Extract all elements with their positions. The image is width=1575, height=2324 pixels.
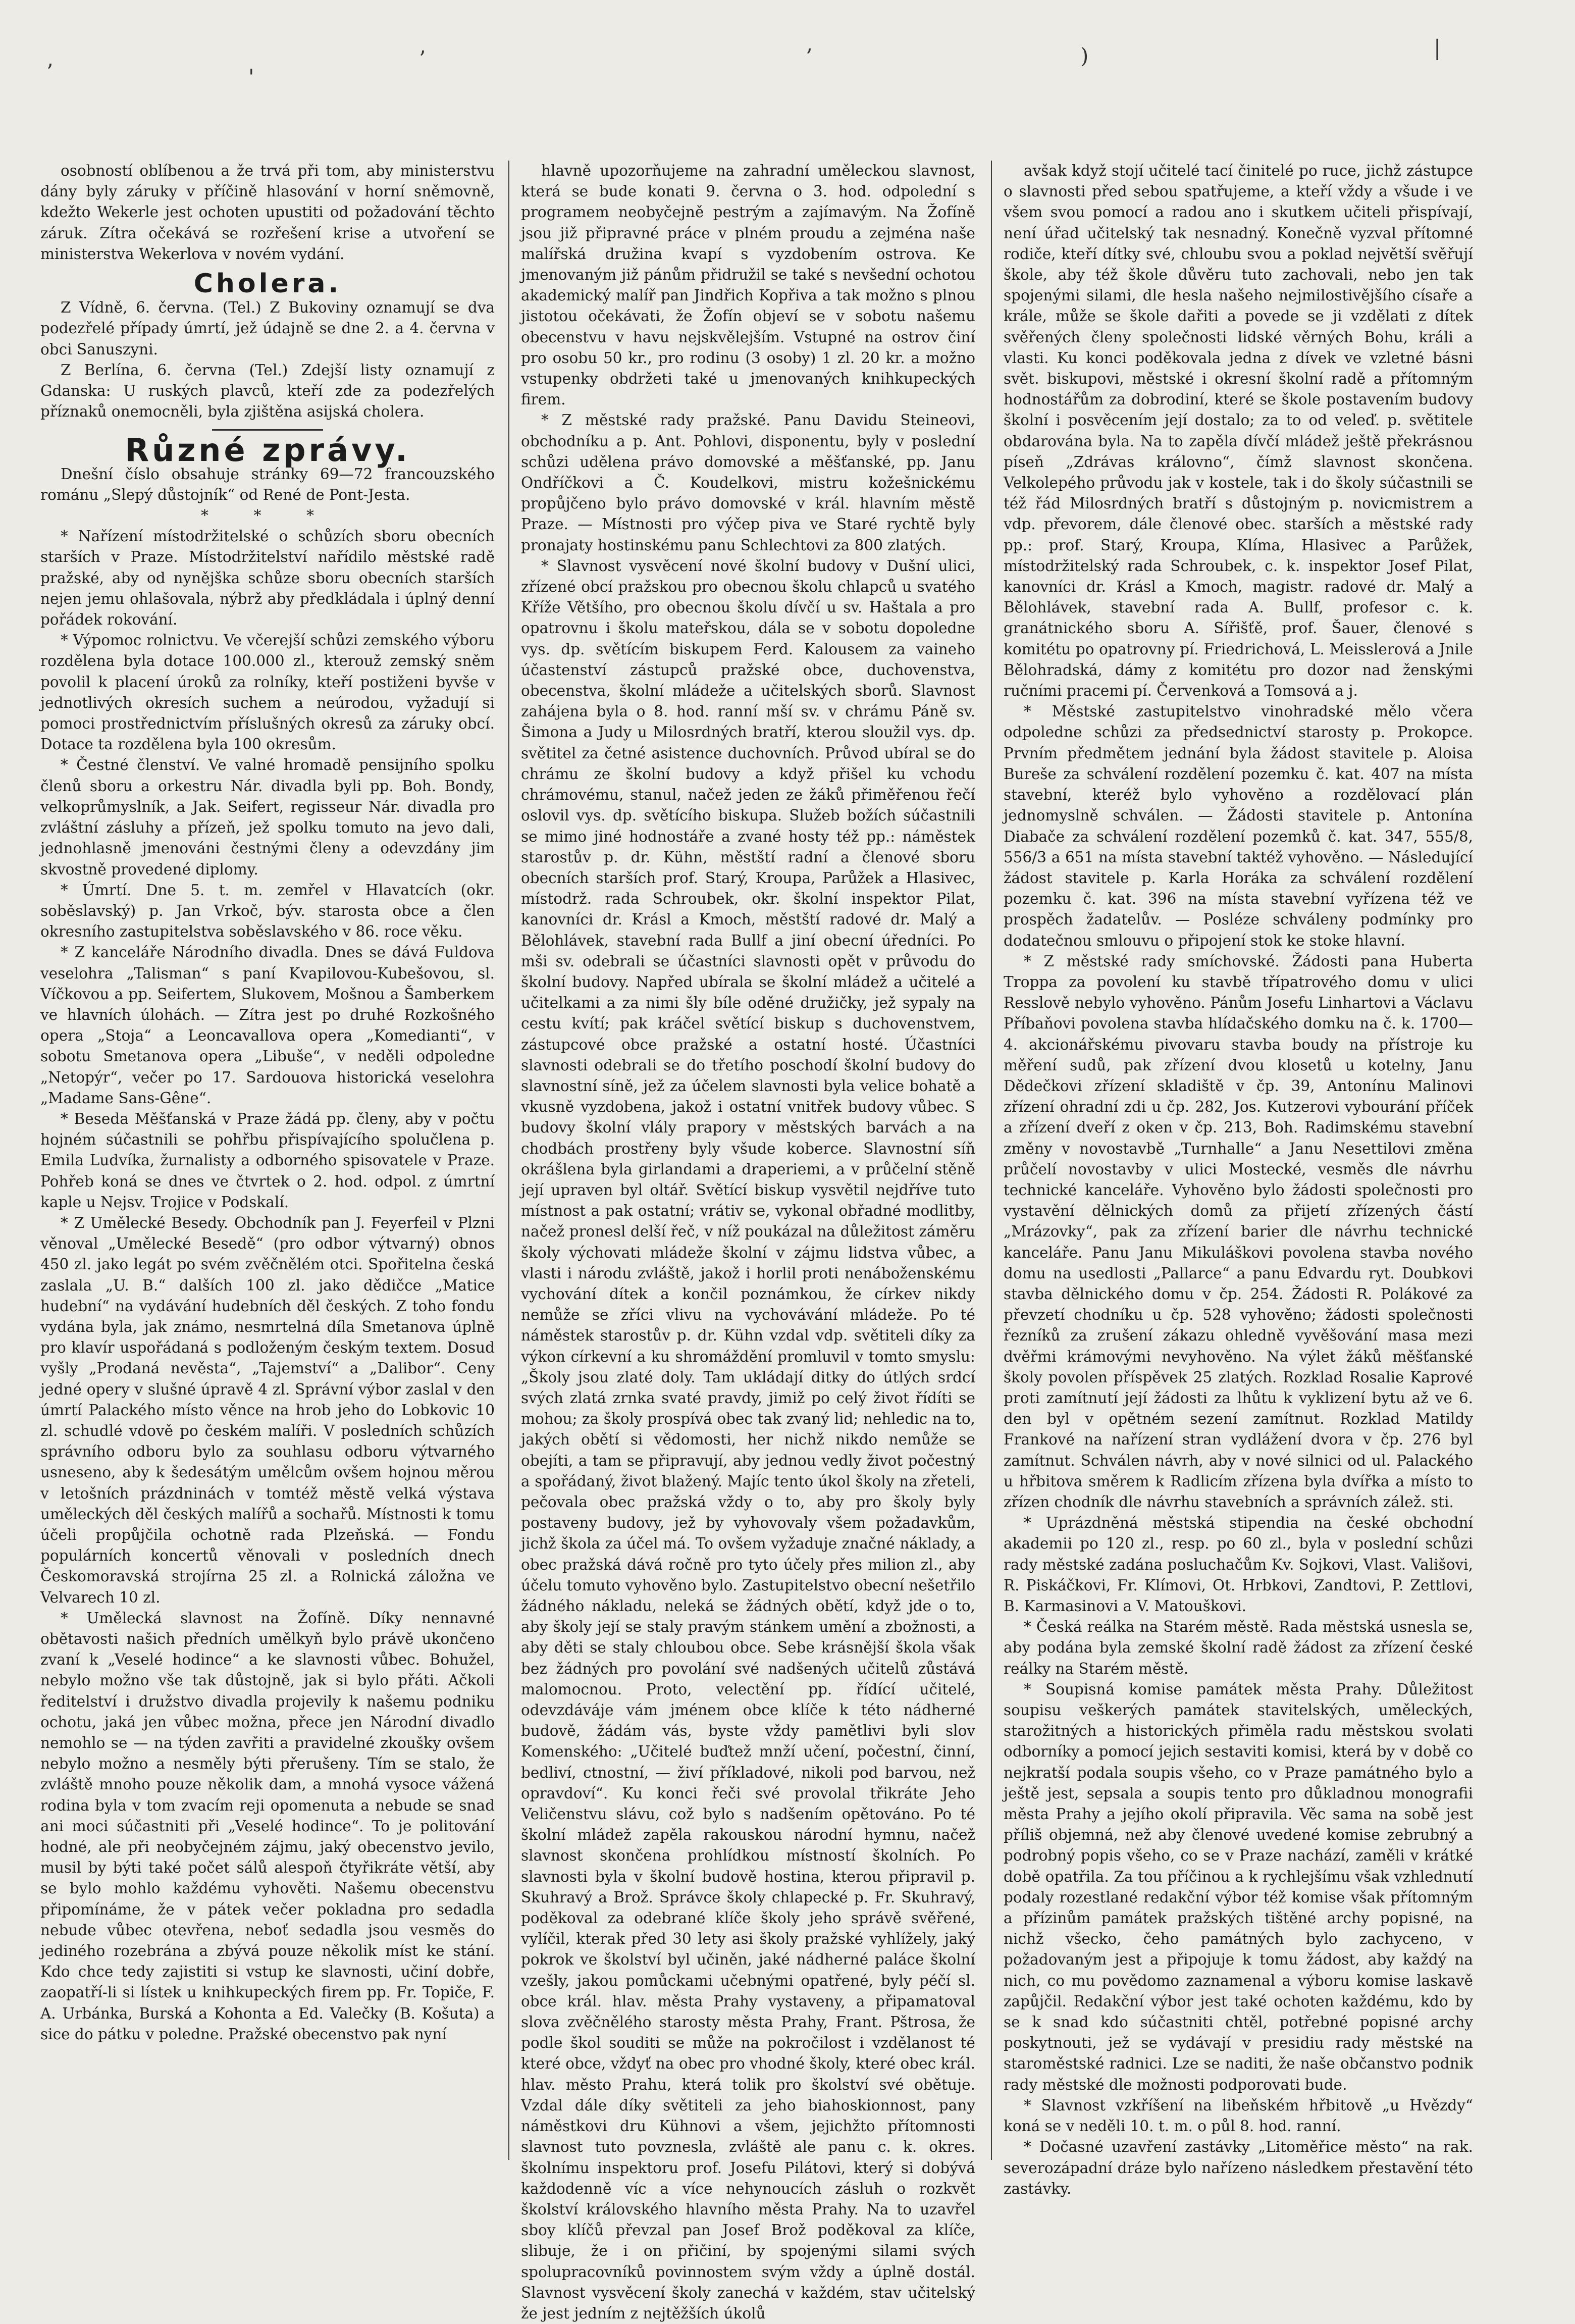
article-paragraph: * Z kanceláře Národního divadla. Dnes se dává Fuldova veselohra „Talisman“ s paní Kvapilovou-Kubešovou, sl. Víčkovou a pp. Seifertem, Slukovem, Mošnou a Šamberkem ve hlavních úlohách. — Zítra jest po druhé Rozkošného opera „Stoja“ a Leoncavallova opera „Komedianti“, v sobotu Smetanova opera „Libuše“, v neděli odpoledne „Netopýr“, večer po 17. Sardouova historická veselohra „Madame Sans-Gêne“. bbox=[40, 944, 495, 1107]
article-paragraph: * Beseda Měšťanská v Praze žádá pp. členy, aby v počtu hojném súčastnili se pohřbu přispívajícího spolučlena p. Emila Ludvíka, žurnalisty a odborného spisovatele v Praze. Pohřeb koná se dnes ve čtvrtek o 2. hod. odpol. z úmrtní kaple u Nejsv. Trojice v Podskalí. bbox=[40, 1110, 495, 1211]
edge-mark: ’ bbox=[806, 44, 813, 69]
article-paragraph: osobností oblíbenou a že trvá při tom, aby ministerstvu dány byly záruky v příčině hlasování v horní sněmovně, kdežto Wekerle jest ochoten upustiti od požadování těchto záruk. Zítra očekává se rozřešení krise a utvoření se ministerstva Wekerlova v novém vydání. bbox=[40, 162, 495, 263]
article-paragraph: Z Berlína, 6. června (Tel.) Zdejší listy oznamují z Gdanska: U ruských plavců, kteří zde za podezřelých příznaků onemocněli, byla zjištěna asijská cholera. bbox=[40, 361, 495, 421]
column-2 bbox=[521, 161, 975, 2322]
article-paragraph: * Z Umělecké Besedy. Obchodník pan J. Feyerfeil v Plzni věnoval „Umělecké Besedě“ (pro odbor výtvarný) obnos 450 zl. jako legát po svém zvěčnělém otci. Spořitelna česká zaslala „U. B.“ dalších 100 zl. jako dědičce „Matice hudební“ na vydávání hudebních děl českých. Z toho fondu vydána byla, jak známo, nesmrtelná díla Smetanova úplně pro klavír uspořádaná s podloženým českým textem. Dosud vyšly „Prodaná nevěsta“, „Tajemství“ a „Dalibor“. Ceny jedné opery v slušné úpravě 4 zl. Správní výbor zaslal v den úmrtí Palackého místo věnce na hrob jeho do Lobkovic 10 zl. schudlé vdově po českém malíři. V posledních schůzích správního odboru bylo za souhlasu odboru výtvarného usneseno, aby k šedesátým umělcům ovšem hojnou měrou v letošních prázdninách v tomtéž městě velká výstava uměleckých děl českých malířů a sochařů. Místnosti k tomu účeli propůjčila ochotně rada Plzeňská. — Fondu populárních koncertů věnovali v posledních dnech Českomoravská strojírna 25 zl. a Rolnická záložna ve Velvarech 10 zl. bbox=[40, 1214, 495, 1606]
article-paragraph: * Úmrtí. Dne 5. t. m. zemřel v Hlavatcích (okr. soběslavský) p. Jan Vrkoč, býv. starosta obce a člen okresního zastupitelstva soběslavského v 86. roce věku. bbox=[40, 881, 495, 941]
article-paragraph: * Nařízení místodržitelské o schůzích sboru obecních starších v Praze. Místodržitelství nařídilo městské radě pražské, aby od nynějška schůze sboru obecních starších nejen jemu ohlašovala, nýbrž aby předkládala i úplný denní pořádek rokování. bbox=[40, 528, 495, 629]
article-paragraph: * Výpomoc rolnictvu. Ve včerejší schůzi zemského výboru rozdělena byla dotace 100.000 zl., kterouž zemský sněm povolil k placení úroků za rolníky, kteří postiženi byvše v jednotlivých okresích suchem a neúrodou, vyžadují si pomoci prostřednictvím příslušných okresů za záruky obcí. Dotace ta rozdělena byla 100 okresům. bbox=[40, 632, 495, 753]
edge-mark: ' bbox=[248, 65, 254, 89]
edge-mark: ’ bbox=[419, 46, 426, 71]
article-paragraph: * Slavnost vzkříšení na libeňském hřbitově „u Hvězdy“ koná se v neděli 10. t. m. o půl 8. hod. ranní. bbox=[1004, 2096, 1473, 2135]
article-paragraph: * Umělecká slavnost na Žofíně. Díky nennavné obětavosti našich předních umělkyň bylo právě ukončeno zvaní k „Veselé hodince“ a ke slavnosti vůbec. Bohužel, nebylo možno vše tak důstojně, jak si bylo přáti. Ačkoli ředitelství i družstvo divadla projevily k našemu podniku ochotu, jaká jen vůbec možna, přece jen Národní divadlo nemohlo se — na týden zavřiti a pravidelné zkoušky ovšem nebylo možno a nesměly býti přerušeny. Tím se stalo, že zvláště mnoho pouze několik dam, a mnohá vysoce vážená rodina byla v tom zvacím reji opomenuta a nebude se snad ani moci súčastniti při „Veselé hodince“. To je politování hodné, ale při neobyčejném zájmu, jaký obecenstvo jevilo, musil by býti také počet sálů alespoň čtyřikráte větší, aby se bylo mohlo každému vyhověti. Našemu obecenstvu připomínáme, že v pátek večer pokladna pro sedadla nebude vůbec otevřena, neboť sedadla jsou vesměs do jediného rozebrána a zbývá pouze několik míst ke stání. Kdo chce tedy zajistiti si vstup ke slavnosti, učiní dobře, zaopatří-li si lístek u knihkupeckých firem pp. Fr. Topiče, F. A. Urbánka, Burská a Kohonta a Ed. Valečky (B. Košuta) a sice do pátku v poledne. Pražské obecenstvo pak nyní bbox=[40, 1609, 495, 2043]
article-paragraph: * Dočasné uzavření zastávky „Litoměřice město“ na rak. severozápadní dráze bylo nařízeno následkem přestavění této zastávky. bbox=[1004, 2138, 1473, 2197]
column-rule bbox=[991, 161, 992, 2160]
section-heading: Různé zprávy. bbox=[125, 432, 410, 469]
article-paragraph: * Soupisná komise památek města Prahy. Důležitost soupisu veškerých památek stavitelských, uměleckých, starožitných a historických přiměla radu městskou svolati odborníky a pomocí jejich sestaviti komisi, která by v době co nejkratší podala soupis všeho, co v Praze památného bylo a ještě jest, sepsala a soupis tento pro důkladnou monografii města Prahy a jejího okolí připravila. Věc sama na sobě jest příliš objemná, než aby členové uvedené komise zebrubný a podrobný popis všeho, co se v Praze nachází, zaměli v krátké době opatřila. Za tou příčinou a k rychlejšímu však vzhlednutí podaly rozestlané redakční výbor též komise však přítomným a přízinům památek pražských tištěné archy popisné, na nichž všecko, čeho památných bylo zachyceno, v požadovaným jest a připojuje k tomu žádost, aby každý na nich, co mu povědomo zaznamenal a výboru komise laskavě zapůjčil. Redakční výbor jest také ochoten každému, kdo by se k snad kdo súčastniti chtěl, potřebné popisné archy poskytnouti, jež se vydávají v presidiu rady městské na staroměstské radnici. Lze se naditi, že naše občanstvo podnik rady městské dle možnosti podporovati bude. bbox=[1004, 1680, 1473, 2093]
article-paragraph: * Z městské rady smíchovské. Žádosti pana Huberta Troppa za povolení ku stavbě třípatrového domu v ulici Resslově nebylo vyhověno. Pánům Josefu Linhartovi a Václavu Příbaňovi povolena stavba hlídačského domku na č. k. 1700—4. akcionářskému pivovaru stavba boudy na přístroje ku měření sudů, pak zřízení dvou klosetů u kotelny, Janu Dědečkovi zřízení skladiště v čp. 39, Antonínu Malinovi zřízení ohradní zdi u čp. 282, Jos. Kutzerovi vybourání příček a zřízení dveří z oken v čp. 213, Boh. Radimskému stavební změny v novostavbě „Turnhalle“ a Janu Nesettilovi změna průčelí novostavby v ulici Mostecké, vesměs dle návrhu technické kanceláře. Vyhověno bylo žádosti společnosti pro vystavění dělnických domů za přijetí zřízených částí „Mrázovky“, pak za zřízení barier dle návrhu technické kanceláře. Panu Janu Mikuláškovi povolena stavba nového domu na usedlosti „Pallarce“ a panu Edvardu ryt. Doubkovi stavba dělnického domu v čp. 254. Žádosti R. Polákové za převzetí chodníku u čp. 528 vyhověno; žádosti společnosti řezníků za zrušení zákazu ohledně vyvěšování masa mezi dvěřmi krámovými nevyhověno. Na výlet žáků měšťanské školy povolen příspěvek 25 zlatých. Rozklad Rosalie Kaprové proti zamítnutí její žádosti za lhůtu k vyklizení bytu až ve 6. den byl v opětném sezení zamítnut. Rozklad Matildy Frankové na nařízení stran vydlážení dvora v čp. 276 byl zamítnut. Schválen návrh, aby v nové silnici od ul. Palackého u hřbitova směrem k Radlicím zřízena byla dvířka a místo to zřízen chodník dle návrhu stavebních a správních zálež. sti. bbox=[1004, 952, 1473, 1511]
article-paragraph: * Uprázdněná městská stipendia na české obchodní akademii po 120 zl., resp. po 60 zl., byla v poslední schůzi rady městské zadána posluchačům Kv. Sojkovi, Vlast. Vališovi, R. Piskáčkovi, Fr. Klímovi, Ot. Hrbkovi, Zandtovi, P. Zettlovi, B. Karmasinovi a V. Matouškovi. bbox=[1004, 1514, 1473, 1615]
edge-mark: ) bbox=[1080, 43, 1089, 68]
column-1 bbox=[40, 161, 495, 2160]
article-paragraph: Dnešní číslo obsahuje stránky 69—72 francouzského románu „Slepý důstojník“ od René de Pont-Jesta. bbox=[40, 465, 495, 503]
edge-mark: | bbox=[1434, 35, 1441, 60]
column-3 bbox=[1004, 161, 1473, 2197]
column-rule bbox=[508, 161, 509, 2160]
article-paragraph: avšak když stojí učitelé tací činitelé po ruce, jichž zástupce o slavnosti před sebou spatřujeme, a kteří vždy a všude i ve všem svou pomocí a radou ano i skutkem učiteli přispívají, není úřad učitelský tak nesnadný. Konečně vyzval přítomné rodiče, kteří dítky své, chloubu svou a poklad největší svěřují škole, aby též škole důvěru tuto zachovali, nebo jen tak spojenými silami, dle hesla našeho nejmilostivějšího císaře a krále, může se škole dařiti a povede se ji vzdělati z dítek svěřených členy společnosti lidské věrných Bohu, králi a vlasti. Ku konci poděkovala jedna z dívek ve vzletné básni svět. biskupovi, městské i okresní školní radě a přítomným hodnostářům za dobrodiní, které se škole postavením budovy školní i posvěcením její dostalo; za to od veleď. p. světitele obdarována byla. Na to zapěla dívčí mládež ještě překrásnou píseň „Zdrávas královno“, čímž slavnost skončena. Velkolepého průvodu jak v kostele, tak i do školy súčastnili se též řád Milosrdných bratří s důstojným p. novicmistrem a vdp. převorem, dále členové obec. starších a městské rady pp.: prof. Starý, Kroupa, Klíma, Hlasivec a Parůžek, místodržitelský rada Schroubek, c. k. inspektor Josef Pilat, kanovníci dr. Krásl a Kmoch, magistr. radové dr. Malý a Bělohlávek, stavební rada A. Bullf, profesor c. k. granátnického sboru A. Sířišťě, prof. Šauer, členové s komitétu po opatrovny pí. Friedrichová, L. Meisslerová a Jnile Bělohradská, dámy z komitétu pro dozor nad ženskými ručními pracemi pí. Červenková a Tomsová a j. bbox=[1004, 162, 1473, 700]
edge-mark: ’ bbox=[46, 60, 54, 84]
asterism-divider: * * * bbox=[200, 507, 335, 525]
section-divider bbox=[212, 429, 323, 431]
article-paragraph: * Městské zastupitelstvo vinohradské mělo včera odpoledne schůzi za předsednictví starosty p. Prokopce. Prvním předmětem jednání byla žádost stavitele p. Aloisa Bureše za schválení rozdělení pozemku č. kat. 407 na místa stavební, kteréž bylo vyhověno a rozdělovací plán jednomyslně schválen. — Žádosti stavitele p. Antonína Diabače za schválení rozdělení pozemků č. kat. 347, 555/8, 556/3 a 651 na místa stavební taktéž vyhověno. — Následující žádost stavitele p. Karla Horáka za schválení rozdělení pozemku č. kat. 396 na místa stavební vyřízena též ve prospěch žadatelův. — Posléze schváleny podmínky pro dodatečnou smlouvu o připojení stok ke stoke hlavní. bbox=[1004, 703, 1473, 949]
article-paragraph: hlavně upozorňujeme na zahradní uměleckou slavnost, která se bude konati 9. června o 3. hod. odpolední s programem neobyčejně pestrým a zajímavým. Na Žofíně jsou již připravné práce v plném proudu a zejména naše malířská družina kvapí s vyzdobením ostrova. Ke jmenovaným již pánům přidružil se také s nevšední ochotou akademický malíř pan Jindřich Kopřiva a tak možno s plnou jistotou očekávati, že Žofín objeví se v sobotu našemu obecenstvu v havu nejskvělejším. Vstupné na ostrov činí pro osobu 50 kr., pro rodinu (3 osoby) 1 zl. 20 kr. a možno vstupenky obdržeti také u jmenovaných knihkupeckých firem. bbox=[521, 162, 975, 408]
article-paragraph: * Čestné členství. Ve valné hromadě pensijního spolku členů sboru a orkestru Nár. divadla byli pp. Boh. Bondy, velkoprůmyslník, a Jak. Seifert, regisseur Nár. divadla pro zvláštní zásluhy a přízeň, jež spolku tomuto na jevo dali, jednohlasně jmenováni čestnými členy a odevzdány jim skvostně provedené diplomy. bbox=[40, 756, 495, 878]
article-paragraph: * Slavnost vysvěcení nové školní budovy v Dušní ulici, zřízené obcí pražskou pro obecnou školu chlapců u svatého Kříže Většího, pro obecnou školu dívčí u sv. Haštala a pro opatrovnu i školu mateřskou, dála se v sobotu dopoledne vys. dp. světícím biskupem Ferd. Kalousem za vaineho účastenství zástupců pražské obce, duchovenstva, obecenstva, školní mládeže a učitelských sborů. Slavnost zahájena byla o 8. hod. ranní mší sv. v chrámu Páně sv. Šimona a Judy u Milosrdných bratří, kterou sloužil vys. dp. světitel za četné asistence duchovních. Průvod ubíral se do chrámu ze školní budovy a když přišel ku vchodu chrámovému, stanul, načež jeden ze žáků přiměřenou řečí oslovil vys. dp. světícího biskupa. Služeb božích súčastnili se mimo jiné hodnostáře a zvané hosty též pp.: náměstek starostův p. dr. Kühn, městští radní a členové sboru obecních starších prof. Starý, Kroupa, Parůžek a Hlasivec, místodrž. rada Schroubek, okr. školní inspektor Pilat, kanovníci dr. Krásl a Kmoch, městští radové dr. Malý a Bělohlávek, stavební rada Bullf a jiní obecní úředníci. Po mši sv. odebrali se účastníci slavnosti opět v průvodu do školní budovy. Napřed ubírala se školní mládež a učitelé a učitelkami a za nimi šly bíle oděné družičky, jež sypaly na cestu kvítí; pak kráčel světící biskup s duchovenstvem, zástupcové obce pražské a ostatní hosté. Účastníci slavnosti odebrali se do třetího poschodí školní budovy do slavnostní síně, jež za účelem slavnosti byla velice bohatě a vkusně vyzdobena, jakož i ostatní vnitřek budovy vůbec. S budovy školní vlály prapory v městských barvách a na chodbách prostřeny byly všude koberce. Slavnostní síň okrášlena byla girlandami a draperiemi, a v průčelní stěně její upraven byl oltář. Světící biskup vysvětil nejdříve tuto místnost a pak ostatní; vrátiv se, vykonal obřadné modlitby, načež pronesl delší řeč, v níž poukázal na důležitost záměru školy výchovati mládeže školní v zájmu lidstva vůbec, a vlasti i národu zvláště, jakož i horlil proti nenáboženskému vychování dítek a končil poznámkou, že církev nikdy nemůže se zříci vlivu na vychovávání mládeže. Po té náměstek starostův p. dr. Kühn vzdal vdp. světiteli díky za výkon církevní a ku shromáždění promluvil v tomto smyslu: „Školy jsou zlaté doly. Tam ukládají ditky do útlých srdcí svých zlatá zrnka svaté pravdy, jimiž po celý život řídíti se mohou; za školy prospívá obec tak zvaný lid; nehledic na to, jakých obětí si vědomosti, her nichž nikdo nemůže se obejíti, a tam se připravují, aby jednou vedly život počestný a spořádaný, život blažený. Majíc tento úkol školy na zřeteli, pečovala obec pražská vždy o to, aby pro školy byly postaveny budovy, jež by vyhovovaly všem požadavkům, jichž škola za účel má. To ovšem vyžaduje značné náklady, a obec pražská dává ročně pro tyto účely přes milion zl., aby účelu tomuto vyhověno bylo. Zastupitelstvo obecní nešetřilo žádného nákladu, neleká se žádných obětí, když jde o to, aby školy její se staly pravým stánkem umění a zbožnosti, a aby děti se staly chloubou obce. Sebe krásnější škola však bez žádných pro povolání své nadšených učitelů zůstává malomocnou. Proto, velectění pp. řídící učitelé, odevzdáváje vám jménem obce klíče k této nádherné budově, žádám vás, byste vždy pamětlivi byli slov Komenského: „Učitelé buďtež mnží učení, počestní, činní, bedliví, ctnostní, — živí příkladové, nikoli pod barvou, než opravdoví“. Ku konci řeči své provolal třikráte Jeho Veličenstvu slávu, což bylo s nadšením opětováno. Po té školní mládež zapěla rakouskou národní hymnu, načež slavnost skončena prohlídkou místností školních. Po slavnosti byla v školní budově hostina, kterou připravil p. Skuhravý a Brož. Správce školy chlapecké p. Fr. Skuhravý, poděkoval za odebrané klíče školy jeho správě svěřené, vylíčil, kterak před 30 lety asi školy pražské vyhlížely, jaký pokrok ve školství byl učiněn, jaké nádherné paláce školní vzešly, jakou pomůckami učebnými opatřené, byly péčí sl. obce král. hlav. města Prahy vystaveny, a připamatoval slova zvěčnělého starosty města Prahy, Frant. Pštrosa, že podle škol souditi se může na pokročilost i vzdělanost té které obce, vždyť na obec pro vhodné školy, které obec král. hlav. město Prahu, která tolik pro školství své obětuje. Vzdal dále díky světiteli za jeho biahoskionnost, pany náměstkovi dru Kühnovi a všem, jejichžto přítomnosti slavnost tuto povznesla, zvláště ale panu c. k. okres. školnímu inspektoru prof. Josefu Pilátovi, který si dobývá každodenně víc a více nehynoucích zásluh o rozkvět školství královského hlavního města Prahy. Na to uzavřel sboy klíčů převzal pan Josef Brož poděkoval za klíče, slibuje, že i on přičiní, by spojenými silami svých spolupracovníků povinnostem svým vždy a úplně dostál. Slavnost vysvěcení školy zanechá v každém, stav učitelský že jest jedním z nejtěžších úkolů bbox=[521, 557, 975, 2322]
article-paragraph: Z Vídně, 6. června. (Tel.) Z Bukoviny oznamují se dva podezřelé případy úmrtí, jež údajně se dne 2. a 4. června v obci Sanuszyni. bbox=[40, 299, 495, 358]
article-paragraph: * Z městské rady pražské. Panu Davidu Steineovi, obchodníku a p. Ant. Pohlovi, disponentu, byly v poslední schůzi udělena právo domovské a měšťanské, pp. Janu Ondříčkovi a Č. Koudelkovi, mistru kožešnickému propůjčeno bylo právo domovské v král. hlavním městě Praze. — Místnosti pro výčep piva ve Staré rychtě byly pronajaty hostinskému panu Schlechtovi za 800 zlatých. bbox=[521, 411, 975, 554]
section-heading: Cholera. bbox=[193, 269, 342, 299]
article-paragraph: * Česká reálka na Starém městě. Rada městská usnesla se, aby podána byla zemské školní radě žádost za zřízení české reálky na Starém městě. bbox=[1004, 1618, 1473, 1677]
